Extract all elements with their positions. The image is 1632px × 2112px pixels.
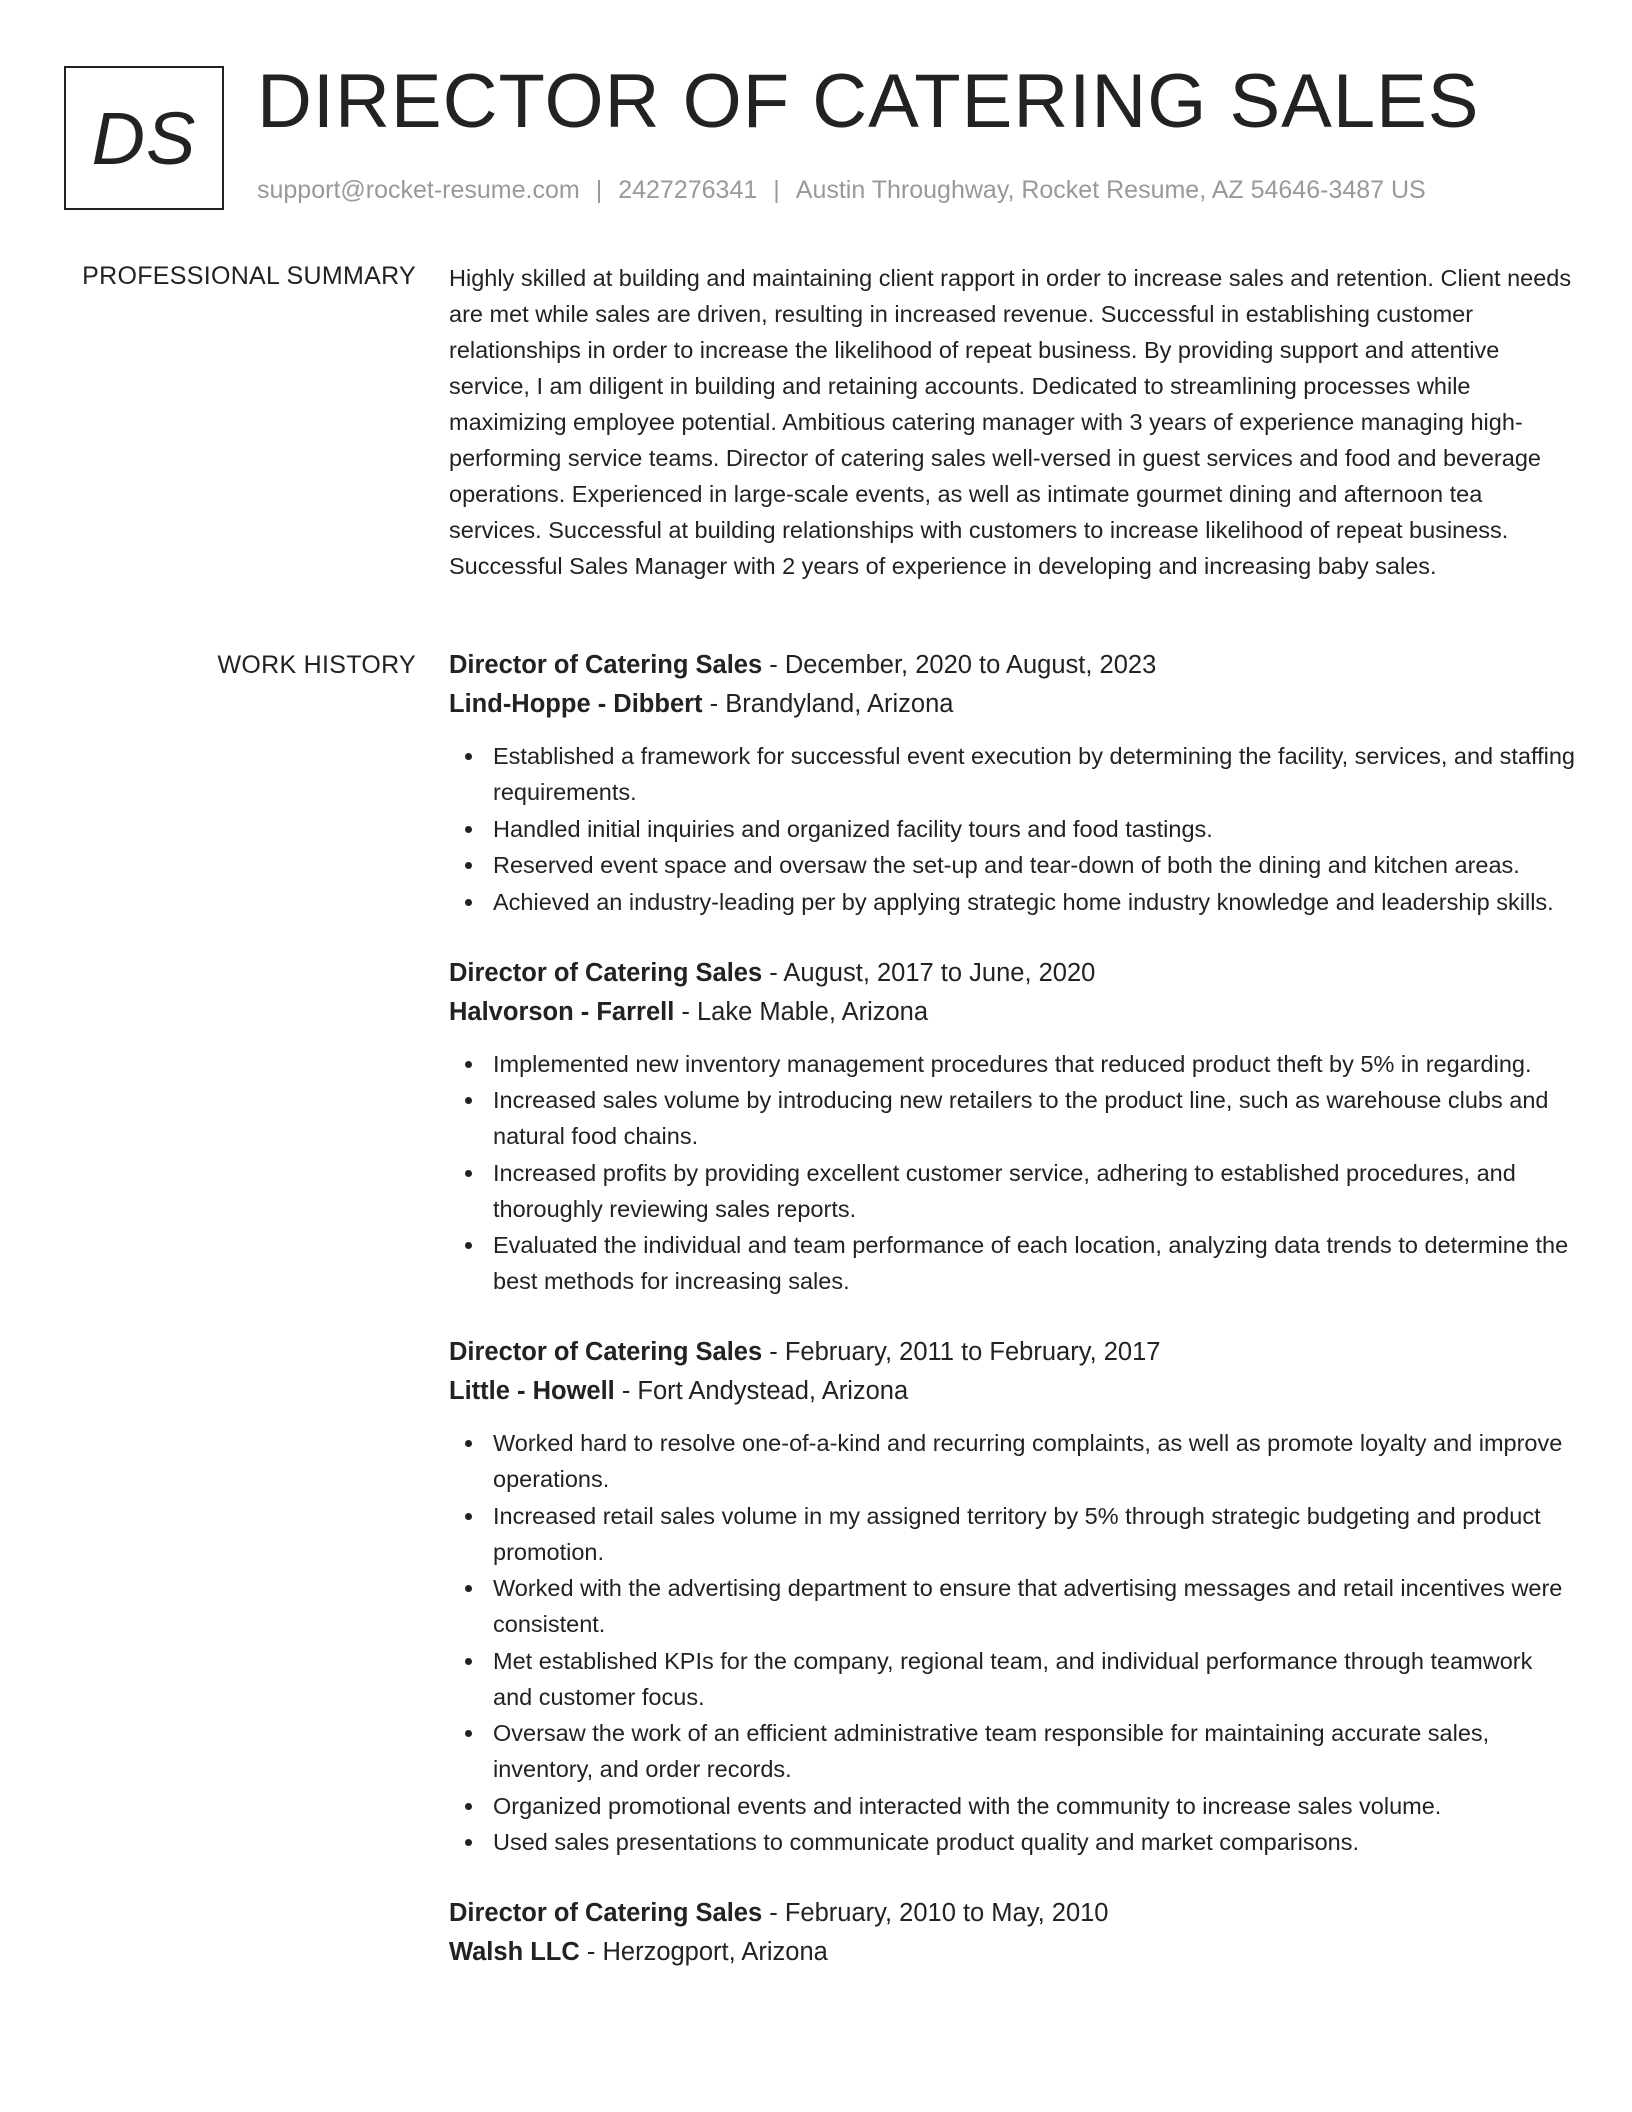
job-title-line	[449, 1894, 1577, 1933]
job-dates: - February, 2011 to February, 2017	[762, 1338, 1161, 1366]
contact-address: Austin Throughway, Rocket Resume, AZ 54646-3487 US	[795, 176, 1426, 204]
job-dates: - February, 2010 to May, 2010	[762, 1899, 1109, 1927]
list-item: Reserved event space and oversaw the set-up and tear-down of both the dining and kitchen areas.	[449, 847, 1577, 883]
list-item: Increased sales volume by introducing new retailers to the product line, such as warehouse clubs and natural food chains.	[449, 1082, 1577, 1154]
list-item: Organized promotional events and interacted with the community to increase sales volume.	[449, 1788, 1577, 1824]
job-title-line	[449, 1333, 1577, 1372]
job-company: Halvorson - Farrell	[449, 997, 675, 1026]
list-item: Established a framework for successful event execution by determining the facility, services, and staffing requirements.	[449, 738, 1577, 810]
job-title-line	[449, 954, 1577, 993]
job-company-line	[449, 1933, 1577, 1972]
job-company: Lind-Hoppe - Dibbert	[449, 690, 703, 718]
work-history-section	[449, 646, 1577, 2006]
job-title: Director of Catering Sales	[449, 958, 763, 987]
job-bullets	[449, 1046, 1577, 1300]
list-item: Worked with the advertising department to ensure that advertising messages and retail incentives were consistent.	[449, 1570, 1577, 1642]
job-title-line	[449, 646, 1577, 685]
contact-separator: |	[773, 176, 780, 204]
list-item: Increased retail sales volume in my assigned territory by 5% through strategic budgeting and product promotion.	[449, 1498, 1577, 1570]
summary-label: PROFESSIONAL SUMMARY	[82, 262, 416, 290]
summary-text: Highly skilled at building and maintaining client rapport in order to increase sales and retention. Client needs are met while sales are driven, resulting in increased revenue. Successful in establishing customer relationships in order to increase the likelihood of repeat business. By providing support and attentive service, I am diligent in building and retaining accounts. Dedicated to streamlining processes while maximizing employee potential. Ambitious catering manager with 3 years of experience managing high-performing service teams. Director of catering sales well-versed in guest services and food and beverage operations. Experienced in large-scale events, as well as intimate gourmet dining and afternoon tea services. Successful at building relationships with customers to increase likelihood of repeat business. Successful Sales Manager with 2 years of experience in developing and increasing baby sales.	[449, 265, 1572, 579]
contact-email[interactable]: support@rocket-resume.com	[257, 176, 580, 204]
job-location: - Herzogport, Arizona	[579, 1938, 828, 1966]
job-company-line	[449, 685, 1577, 724]
list-item: Achieved an industry-leading per by applying strategic home industry knowledge and leadership skills.	[449, 884, 1577, 920]
job-title: Director of Catering Sales	[449, 1899, 763, 1927]
contact-separator: |	[595, 176, 603, 204]
list-item: Oversaw the work of an efficient administrative team responsible for maintaining accurate sales, inventory, and order records.	[449, 1715, 1577, 1787]
list-item: Used sales presentations to communicate product quality and market comparisons.	[449, 1824, 1577, 1860]
job-title: Director of Catering Sales	[449, 651, 763, 679]
list-item: Implemented new inventory management procedures that reduced product theft by 5% in regarding.	[449, 1046, 1577, 1082]
page-title: DIRECTOR OF CATERING SALES	[257, 59, 1480, 144]
job-entry	[449, 646, 1577, 920]
job-location: - Lake Mable, Arizona	[674, 997, 929, 1026]
job-entry	[449, 954, 1577, 1300]
contact-line	[257, 176, 1426, 205]
job-entry	[449, 1333, 1577, 1860]
job-dates: - December, 2020 to August, 2023	[762, 651, 1157, 679]
contact-phone[interactable]: 2427276341	[618, 176, 758, 204]
job-company: Walsh LLC	[449, 1938, 580, 1966]
list-item: Evaluated the individual and team performance of each location, analyzing data trends to determine the best methods for increasing sales.	[449, 1227, 1577, 1299]
job-company-line	[449, 1372, 1577, 1411]
job-company: Little - Howell	[449, 1377, 615, 1405]
job-location: - Brandyland, Arizona	[702, 690, 954, 718]
job-title: Director of Catering Sales	[449, 1338, 763, 1366]
list-item: Met established KPIs for the company, regional team, and individual performance through teamwork and customer focus.	[449, 1643, 1577, 1715]
job-location: - Fort Andystead, Arizona	[614, 1377, 909, 1405]
job-entry	[449, 1894, 1577, 1972]
list-item: Increased profits by providing excellent customer service, adhering to established procedures, and thoroughly reviewing sales reports.	[449, 1155, 1577, 1227]
job-dates: - August, 2017 to June, 2020	[762, 958, 1096, 987]
summary-section	[449, 260, 1577, 584]
job-bullets	[449, 738, 1577, 920]
list-item: Worked hard to resolve one-of-a-kind and recurring complaints, as well as promote loyalty and improve operations.	[449, 1425, 1577, 1497]
job-company-line	[449, 993, 1577, 1032]
work-history-label: WORK HISTORY	[217, 651, 416, 679]
list-item: Handled initial inquiries and organized facility tours and food tastings.	[449, 811, 1577, 847]
monogram: DS	[64, 66, 224, 210]
job-bullets	[449, 1425, 1577, 1860]
